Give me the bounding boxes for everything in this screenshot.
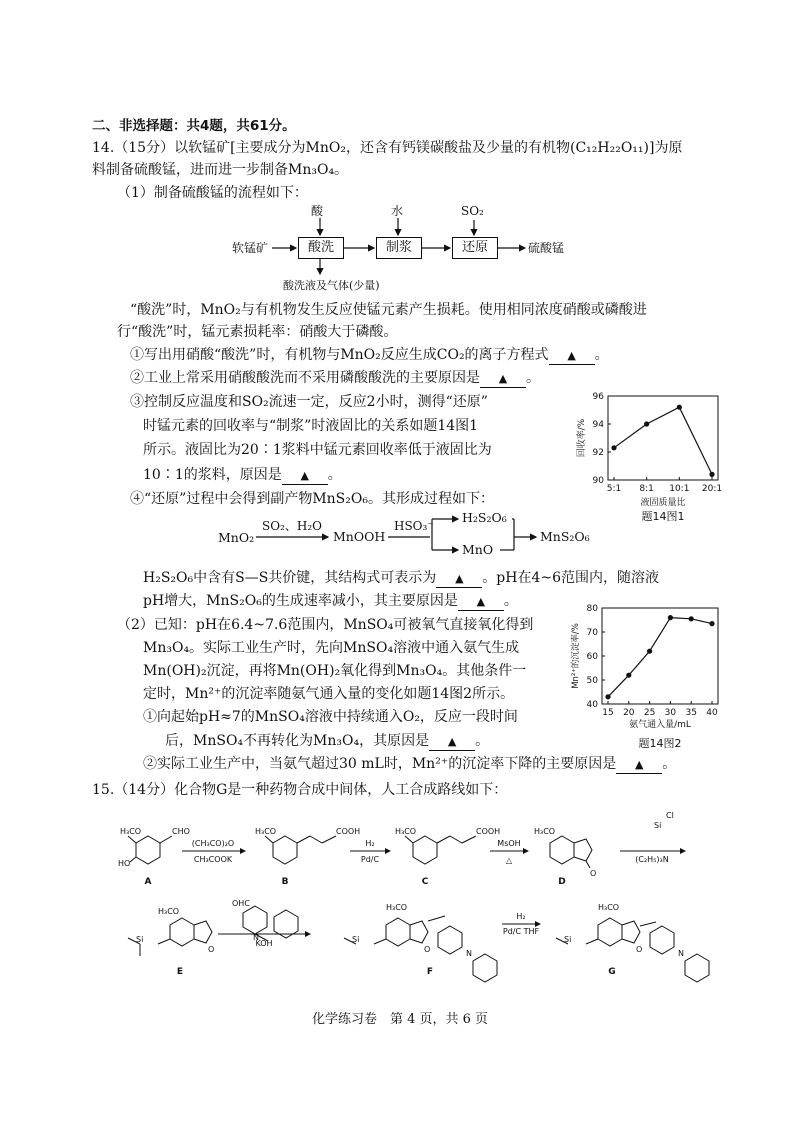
page-footer: 化学练习卷 第 4 页，共 6 页 xyxy=(311,1012,489,1027)
data-point xyxy=(611,445,616,450)
q14-part2-f xyxy=(165,731,489,751)
label-cooh: COOH xyxy=(336,827,361,836)
q14-sub4-c-text: pH在4~6范围内，随溶液 xyxy=(496,570,660,586)
data-point xyxy=(605,694,610,699)
q14-desc1: “酸洗”时，MnO₂与有机物发生反应使锰元素产生损耗。使用相同浓度硝酸或磷酸进 xyxy=(130,302,647,318)
synthesis-scheme xyxy=(100,806,740,986)
product-mno: MnO xyxy=(462,542,494,557)
q14-sub1-text: ①写出用硝酸“酸洗”时，有机物与MnO₂反应生成CO₂的离子方程式 xyxy=(130,347,549,363)
label-compound-b: B xyxy=(281,877,289,887)
label-o: O xyxy=(208,945,215,954)
x-tick-label: 10:1 xyxy=(669,484,690,494)
period: 。 xyxy=(526,370,540,386)
product-mnooh: MnOOH xyxy=(333,529,386,544)
flow-water: 水 xyxy=(391,204,404,218)
triangle-icon: ▲ xyxy=(498,372,508,385)
label-h3co: H₃CO xyxy=(598,903,620,912)
triangle-icon: ▲ xyxy=(300,469,309,482)
label-compound-d: D xyxy=(558,877,566,887)
reagent-fg: H₂ xyxy=(516,912,526,921)
data-point xyxy=(689,616,694,621)
q14-sub3-c: 所示。液固比为20∶1浆料中锰元素回收率低于液固比为 xyxy=(143,442,492,458)
flow-arrows xyxy=(0,0,800,300)
q14-line1: 14.（15分）以软锰矿[主要成分为MnO₂，还含有钙镁碳酸盐及少量的有机物(C₁₂H₂₂O₁₁)]为原 xyxy=(92,140,683,156)
label-n: N xyxy=(466,949,472,958)
label-n: N xyxy=(253,933,259,942)
label-ohc: OHC xyxy=(232,899,250,908)
flow-step-slurry: 制浆 xyxy=(376,237,422,259)
label-cl: Cl xyxy=(666,811,674,820)
chart-title: 题14图1 xyxy=(641,510,685,523)
triangle-icon: ▲ xyxy=(447,735,457,748)
y-tick-label: 60 xyxy=(586,652,598,662)
label-h3co: H₃CO xyxy=(120,827,142,836)
answer-blank[interactable] xyxy=(480,370,526,388)
q14-sub4-d xyxy=(143,591,518,611)
label-si: Si xyxy=(136,935,144,944)
product-h2s2o6: H₂S₂O₆ xyxy=(462,510,507,525)
x-tick-label: 8:1 xyxy=(639,484,654,494)
reagent-ef: KOH xyxy=(255,939,273,948)
x-tick-label: 25 xyxy=(643,708,656,718)
compound-f xyxy=(344,916,497,982)
answer-blank[interactable] xyxy=(549,347,595,365)
chart-title: 题14图2 xyxy=(638,737,682,750)
label-si: Si xyxy=(352,935,360,944)
plot-frame xyxy=(602,608,718,704)
period: 。 xyxy=(327,467,342,483)
x-tick-label: 30 xyxy=(664,708,677,718)
data-point xyxy=(677,405,682,410)
data-point xyxy=(647,649,652,654)
reagent-fg2: Pd/C THF xyxy=(502,927,540,936)
y-tick-label: 40 xyxy=(586,700,598,710)
q14-sub4-b-text: H₂S₂O₆中含有S—S共价键，其结构式可表示为 xyxy=(143,570,437,586)
compound-c xyxy=(405,836,476,864)
y-axis-label: Mn²⁺的沉淀率/% xyxy=(571,623,581,689)
triangle-icon: ▲ xyxy=(476,595,486,608)
q14-sub2-text: ②工业上常采用硝酸酸洗而不采用磷酸酸洗的主要原因是 xyxy=(130,370,480,386)
y-tick-label: 96 xyxy=(592,392,604,402)
period: 。 xyxy=(482,570,497,586)
q14-part2-e: ①向起始pH≈7的MnSO₄溶液中持续通入O₂，反应一段时间 xyxy=(143,709,518,725)
period: 。 xyxy=(475,733,490,749)
flow-acid: 酸 xyxy=(311,204,324,218)
q14-desc2: 行“酸洗”时，锰元素损耗率：硝酸大于磷酸。 xyxy=(117,324,398,340)
x-tick-label: 20:1 xyxy=(701,484,723,494)
data-point xyxy=(626,673,631,678)
q14-part2-b: Mn₃O₄。实际工业生产时，先向MnSO₄溶液中通入氨气生成 xyxy=(143,640,520,656)
answer-blank[interactable] xyxy=(616,756,662,774)
reagent-piperidine-aldehyde xyxy=(243,906,298,941)
q15-line1: 15.（14分）化合物G是一种药物合成中间体，人工合成路线如下： xyxy=(92,782,508,798)
compound-b xyxy=(265,836,336,864)
triangle-icon: ▲ xyxy=(567,349,576,362)
label-o: O xyxy=(636,945,643,954)
q14-part1-title: （1）制备硫酸锰的流程如下： xyxy=(117,185,308,201)
flow-output: 硫酸锰 xyxy=(528,241,565,255)
label-o: O xyxy=(424,945,431,954)
flow-byproduct: 酸洗液及气体(少量) xyxy=(283,279,380,292)
q14-sub1 xyxy=(130,345,609,365)
q14-part2-a: （2）已知：pH在6.4~7.6范围内，MnSO₄可被氧气直接氧化得到 xyxy=(117,617,534,633)
label-h3co: H₃CO xyxy=(386,903,408,912)
q14-part2-g-text: ②实际工业生产中，当氨气超过30 mL时，Mn²⁺的沉淀率下降的主要原因是 xyxy=(143,756,617,772)
x-axis-label: 液固质量比 xyxy=(640,498,686,508)
chart-fig14-2 xyxy=(562,600,732,750)
label-compound-f: F xyxy=(426,967,434,977)
label-ho: HO xyxy=(118,859,131,868)
reagent-cd2: △ xyxy=(505,856,513,865)
section-title: 二、非选择题：共4题，共61分。 xyxy=(92,118,296,134)
x-tick-label: 35 xyxy=(685,708,697,718)
answer-blank[interactable] xyxy=(282,467,328,485)
triangle-icon: ▲ xyxy=(455,572,464,585)
data-point xyxy=(709,621,714,626)
x-tick-label: 15 xyxy=(602,708,614,718)
q14-sub4-b xyxy=(143,568,659,588)
reagent-ab: (CH₃CO)₂O xyxy=(191,839,235,848)
label-si: Si xyxy=(564,935,572,944)
data-point xyxy=(668,615,673,620)
q14-part2-c: Mn(OH)₂沉淀，再将Mn(OH)₂氧化得到Mn₃O₄。其他条件一 xyxy=(143,663,527,679)
q14-sub2 xyxy=(130,368,540,388)
label-compound-g: G xyxy=(608,967,616,977)
y-tick-label: 80 xyxy=(586,604,598,614)
answer-blank[interactable] xyxy=(458,593,504,611)
plot-frame xyxy=(608,396,718,480)
flow-input: 软锰矿 xyxy=(232,241,269,255)
reactant-mno2: MnO₂ xyxy=(218,530,255,545)
q14-part2-g xyxy=(143,754,676,774)
reagent-ab2: CH₃COOK xyxy=(193,855,233,864)
label-n: N xyxy=(678,949,684,958)
flow-step-reduction: 还原 xyxy=(452,237,498,259)
compound-g xyxy=(556,918,709,982)
q14-part2-d: 定时，Mn²⁺的沉淀率随氨气通入量的变化如题14图2所示。 xyxy=(143,686,515,702)
reagent-de2: (C₂H₅)₃N xyxy=(635,855,669,864)
flow-step-acid-wash: 酸洗 xyxy=(298,237,344,259)
q14-sub3-d xyxy=(143,465,342,485)
period: 。 xyxy=(594,347,609,363)
flow-so2: SO₂ xyxy=(461,204,484,218)
data-point xyxy=(644,421,649,426)
label-h3co: H₃CO xyxy=(534,827,556,836)
label-h3co: H₃CO xyxy=(395,827,417,836)
reagent-bc2: Pd/C xyxy=(360,855,380,864)
q14-part2-f-text: 后，MnSO₄不再转化为Mn₃O₄，其原因是 xyxy=(165,733,430,749)
answer-blank[interactable] xyxy=(429,733,475,751)
product-mns2o6: MnS₂O₆ xyxy=(540,529,590,544)
label-h3co: H₃CO xyxy=(158,907,180,916)
q14-sub4-d-text: pH增大，MnS₂O₆的生成速率减小，其主要原因是 xyxy=(143,593,458,609)
q14-sub3-b: 时锰元素的回收率与“制浆”时液固比的关系如题14图1 xyxy=(143,418,479,434)
x-tick-label: 5:1 xyxy=(606,484,622,494)
label-o: O xyxy=(590,869,597,878)
q14-sub3-a: ③控制反应温度和SO₂流速一定，反应2小时，测得“还原” xyxy=(130,394,488,410)
compound-a xyxy=(128,836,172,864)
condition-so2-h2o: SO₂、H₂O xyxy=(262,519,322,533)
series-line xyxy=(614,407,712,474)
label-compound-e: E xyxy=(176,967,184,977)
compound-d xyxy=(550,836,592,868)
data-point xyxy=(709,472,714,477)
x-tick-label: 20 xyxy=(623,708,635,718)
x-tick-label: 40 xyxy=(706,708,718,718)
q14-sub4: ④“还原”过程中会得到副产物MnS₂O₆。其形成过程如下： xyxy=(130,491,494,507)
y-tick-label: 70 xyxy=(586,628,598,638)
label-h3co: H₃CO xyxy=(255,827,277,836)
q14-line2: 料制备硫酸锰，进而进一步制备Mn₃O₄。 xyxy=(92,162,349,178)
reagent-bc: H₂ xyxy=(365,839,375,848)
y-tick-label: 92 xyxy=(592,448,604,458)
period: 。 xyxy=(662,756,677,772)
label-compound-a: A xyxy=(144,877,152,887)
triangle-icon: ▲ xyxy=(634,758,644,771)
period: 。 xyxy=(503,593,518,609)
label-cho: CHO xyxy=(172,827,190,836)
reaction-arrows xyxy=(0,500,800,560)
condition-hso3: HSO₃⁻ xyxy=(394,519,434,533)
series-line xyxy=(608,618,712,697)
reagent-cd: MsOH xyxy=(497,839,521,848)
x-axis-label: 氨气通入量/mL xyxy=(629,720,691,730)
label-compound-c: C xyxy=(421,877,429,887)
label-cooh: COOH xyxy=(476,827,501,836)
answer-blank[interactable] xyxy=(436,570,482,588)
y-axis-label: 回收率/% xyxy=(577,418,587,458)
y-tick-label: 50 xyxy=(586,676,598,686)
q14-sub3-d-text: 10∶1的浆料，原因是 xyxy=(143,467,282,483)
label-si: Si xyxy=(654,821,662,830)
y-tick-label: 94 xyxy=(592,420,604,430)
y-tick-label: 90 xyxy=(592,476,604,486)
